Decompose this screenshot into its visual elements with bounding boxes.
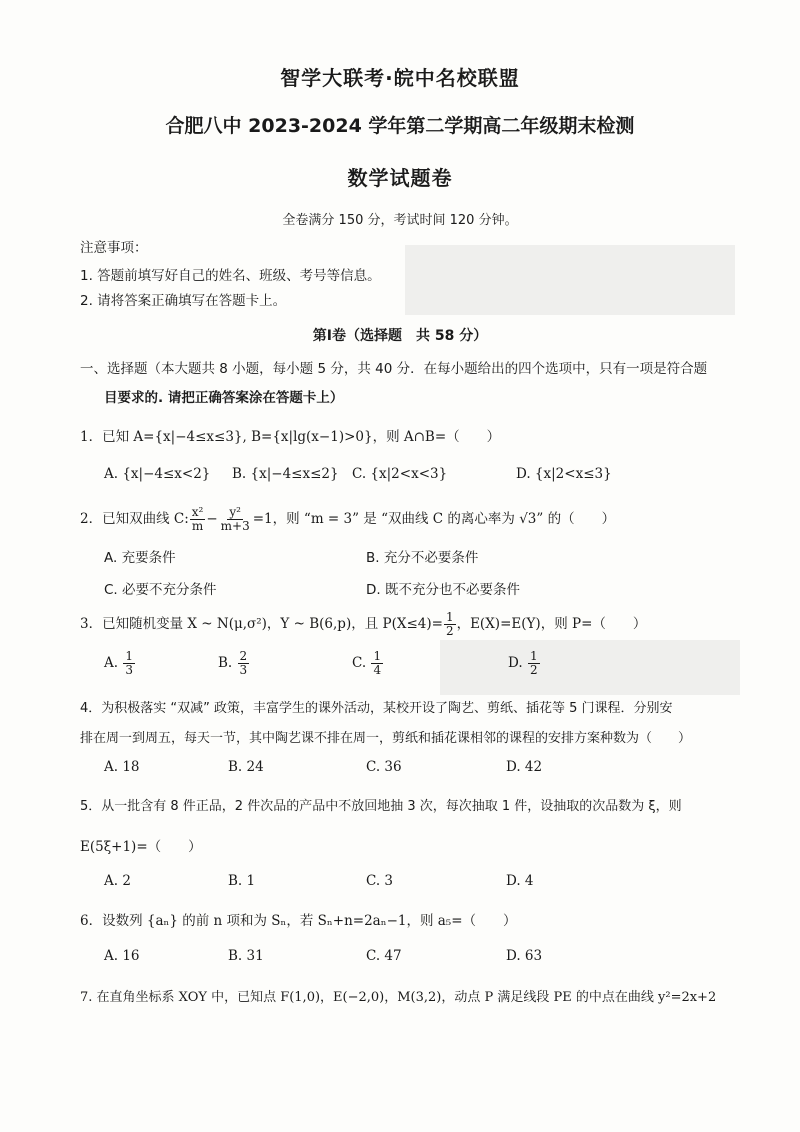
question-5-option-d: D. 4 — [506, 873, 534, 889]
question-1-option-c: C. {x|2<x<3} — [352, 466, 448, 482]
question-2-stem-pre: 2．已知双曲线 C: — [80, 511, 189, 527]
fraction-denominator: 2 — [529, 663, 538, 677]
question-5-option-b: B. 1 — [228, 873, 256, 889]
question-3-stem-pre: 3．已知随机变量 X ~ N(μ,σ²)，Y ~ B(6,p)，且 P(X≤4)= — [80, 616, 443, 632]
option-label: D. — [508, 655, 523, 671]
question-4-option-b: B. 24 — [228, 759, 264, 775]
notice-title: 注意事项： — [80, 240, 148, 256]
question-4-stem: 4．为积极落实 “双减” 政策，丰富学生的课外活动，某校开设了陶艺、剪纸、插花等 5 门课程．分别安 — [80, 701, 673, 716]
exam-subject-title: 数学试题卷 — [347, 166, 453, 190]
fraction-denominator: 3 — [125, 663, 133, 677]
fraction-numerator: y² — [229, 505, 241, 519]
question-2-option-d: D. 既不充分也不必要条件 — [366, 582, 520, 598]
question-5-stem: 5．从一批含有 8 件正品，2 件次品的产品中不放回地抽 3 次，每次抽取 1 件，设抽取的次品数为 ξ，则 — [80, 799, 682, 814]
exam-school-title: 合肥八中 2023-2024 学年第二学期高二年级期末检测 — [165, 115, 635, 137]
question-4-option-c: C. 36 — [366, 759, 402, 775]
fraction — [528, 650, 540, 677]
fraction-numerator: 1 — [529, 649, 538, 663]
exam-info: 全卷满分 150 分，考试时间 120 分钟。 — [282, 213, 518, 228]
bleed-through-table — [405, 245, 735, 315]
question-6-option-d: D. 63 — [506, 948, 543, 964]
part-instructions: 目要求的. 请把正确答案涂在答题卡上） — [104, 390, 344, 406]
question-1-option-d: D. {x|2<x≤3} — [516, 466, 612, 482]
fraction-numerator: x² — [191, 505, 204, 519]
question-3-option-d — [508, 650, 541, 677]
fraction — [444, 611, 456, 638]
question-1-option-a: A. {x|−4≤x<2} — [104, 466, 211, 482]
question-1-option-b: B. {x|−4≤x≤2} — [232, 466, 339, 482]
fraction — [219, 506, 252, 533]
question-6-option-c: C. 47 — [366, 948, 402, 964]
part-instructions: 一、选择题（本大题共 8 小题，每小题 5 分，共 40 分．在每小题给出的四个选项中，只有一项是符合题 — [80, 361, 708, 377]
exam-alliance-title: 智学大联考·皖中名校联盟 — [280, 66, 520, 90]
question-6-option-b: B. 31 — [228, 948, 264, 964]
fraction-numerator: 1 — [445, 610, 454, 624]
notice-item: 2. 请将答案正确填写在答题卡上。 — [80, 293, 287, 309]
fraction-denominator: 4 — [373, 663, 382, 677]
option-label: A. — [104, 655, 119, 671]
question-2-option-c: C. 必要不充分条件 — [104, 582, 217, 598]
fraction — [190, 506, 206, 533]
question-4-option-d: D. 42 — [506, 759, 543, 775]
question-6-option-a: A. 16 — [104, 948, 140, 964]
question-4-option-a: A. 18 — [104, 759, 140, 775]
question-3-option-b — [218, 650, 250, 677]
minus-sign: − — [206, 511, 218, 527]
fraction-numerator: 2 — [239, 649, 248, 663]
fraction-denominator: 3 — [239, 663, 248, 677]
question-3-option-a — [104, 650, 136, 677]
fraction-denominator: 2 — [445, 624, 454, 638]
fraction — [238, 650, 250, 677]
notice-item: 1. 答题前填写好自己的姓名、班级、考号等信息。 — [80, 268, 381, 284]
fraction — [371, 650, 383, 677]
fraction-denominator: m+3 — [220, 519, 250, 533]
fraction — [123, 650, 135, 677]
question-5-option-c: C. 3 — [366, 873, 394, 889]
question-2-option-a: A. 充要条件 — [104, 550, 176, 566]
fraction-denominator: m — [191, 519, 204, 533]
question-3-stem-post: ，E(X)=E(Y)，则 P=（ ） — [456, 616, 647, 632]
question-5-option-a: A. 2 — [104, 873, 131, 889]
question-2-stem — [80, 506, 615, 533]
question-1-stem: 1．已知 A={x|−4≤x≤3}, B={x|lg(x−1)>0}，则 A∩B=（ ） — [80, 429, 501, 445]
fraction-numerator: 1 — [125, 649, 133, 663]
section-title: 第Ⅰ卷（选择题 共 58 分） — [312, 328, 488, 344]
question-2-option-b: B. 充分不必要条件 — [366, 550, 479, 566]
option-label: B. — [218, 655, 233, 671]
question-3-option-c — [352, 650, 384, 677]
question-4-stem: 排在周一到周五，每天一节，其中陶艺课不排在周一，剪纸和插花课相邻的课程的安排方案种数为（ ） — [80, 731, 692, 746]
question-3-stem — [80, 611, 646, 638]
question-2-stem-post: =1，则 “m = 3” 是 “双曲线 C 的离心率为 √3” 的（ ） — [252, 511, 616, 527]
bleed-through-table — [440, 640, 740, 695]
question-6-stem: 6．设数列 {aₙ} 的前 n 项和为 Sₙ，若 Sₙ+n=2aₙ−1，则 a₅=（ ） — [80, 913, 517, 929]
option-label: C. — [352, 655, 367, 671]
fraction-numerator: 1 — [373, 649, 382, 663]
question-7-stem: 7. 在直角坐标系 XOY 中，已知点 F(1,0)，E(−2,0)，M(3,2)，动点 P 满足线段 PE 的中点在曲线 y²=2x+2 — [80, 990, 717, 1005]
question-5-stem: E(5ξ+1)=（ ） — [80, 839, 202, 855]
